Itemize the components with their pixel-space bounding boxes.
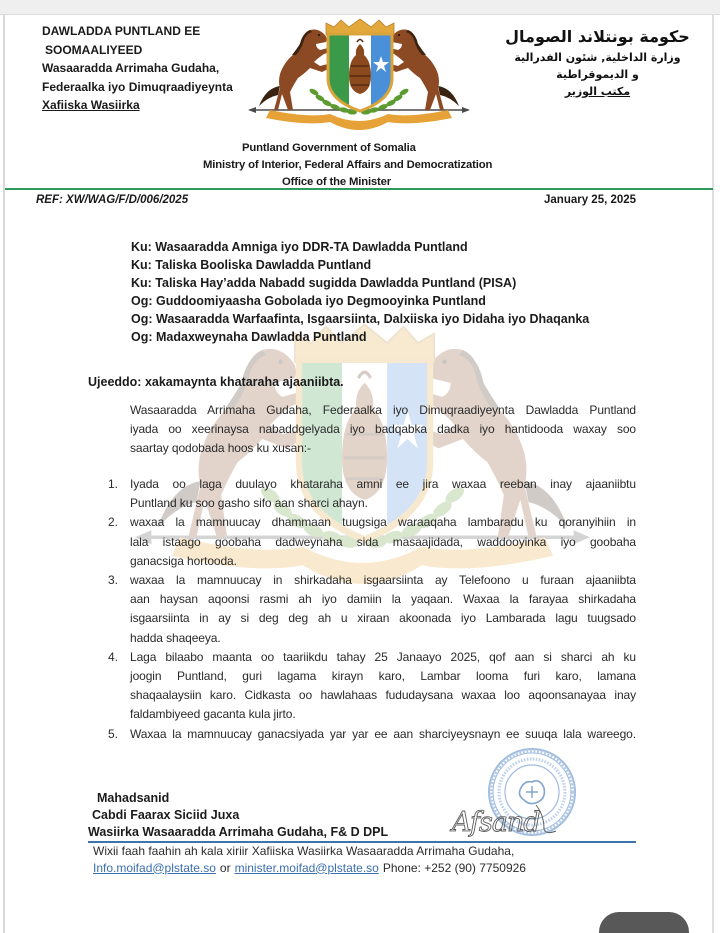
footer-or: or — [219, 860, 231, 875]
list-item-number: 2. — [108, 515, 118, 530]
footer-contact-text: Wixii faah faahin ah kala xiriir Xafiiska Wasiirka Wasaaradda Arrimaha Gudaha, — [93, 844, 515, 858]
header-left-line-4: Federaalka iyo Dimuqraadiyeynta — [42, 79, 233, 94]
info-email-link[interactable]: Info.moifad@plstate.so — [93, 860, 216, 875]
header-right-line-3: و الديموقراطية — [556, 68, 639, 81]
list-item — [108, 513, 636, 571]
list-item-line: hadda shaqeeya. — [130, 630, 221, 645]
header-left-line-3: Wasaaradda Arrimaha Gudaha, — [42, 61, 220, 75]
directives-list — [108, 475, 636, 744]
minister-email-link[interactable]: minister.moifad@plstate.so — [234, 860, 379, 875]
header-right-line-1: حكومة بونتلاند الصومال — [505, 27, 690, 46]
list-item-line: faldambiyeed gacanta kula jirto. — [130, 707, 296, 722]
list-item-line: Laga bilaabo maanta oo taariikdu tahay 25 Janaayo 2025, qof aan si sharci ah ku — [130, 649, 636, 664]
floating-action-button[interactable] — [599, 912, 689, 933]
list-item-number: 1. — [108, 477, 118, 491]
handwritten-signature — [448, 795, 568, 843]
header-divider — [5, 188, 713, 190]
list-item — [108, 571, 636, 648]
list-item-line: shaqaalaysiin karo. Cidkasta oo hawlahaas fududaysana waxaa loo aqoonsanayaa inay — [130, 688, 636, 703]
list-item-line: waxaa la mamnuucay in shirkadaha isgaarsiinta ay Telefoono u furaan ajaaniibta — [130, 573, 636, 588]
signature-text: Afsand — [452, 807, 540, 838]
list-item-line: Puntland ku soo gasho sifo aan sharci ahayn. — [130, 496, 368, 511]
header-left-office: Xafiiska Wasiirka — [42, 98, 140, 112]
header-left-somali — [42, 22, 233, 115]
title-government: Puntland Government of Somalia — [242, 142, 416, 154]
header-left-line-2: SOOMAALIYEED — [45, 42, 143, 57]
list-item-line: joogin Puntland, guri lagama kirayn karo, Lambar looma furi karo, lamana — [130, 669, 636, 684]
list-item-line: lala istaago goobaha dadweynaha sida masaajidada, waddooyinka iyo goobaha — [130, 534, 636, 549]
intro-line: saartay qodobada hoos ku xusan:- — [130, 441, 311, 456]
list-item — [108, 725, 636, 744]
signatory-title: Wasiirka Wasaaradda Arrimaha Gudaha, F& D DPL — [88, 825, 389, 839]
list-item-number: 5. — [108, 726, 118, 741]
recipient-cc: Og: Guddoomiyaasha Gobolada iyo Degmooyinka Puntland — [131, 293, 486, 308]
list-item-number: 4. — [108, 649, 118, 664]
recipient-cc: Og: Wasaaradda Warfaafinta, Isgaarsiinta, Dalxiiska iyo Didaha iyo Dhaqanka — [131, 311, 590, 326]
list-item — [108, 648, 636, 725]
page-edge-left — [3, 14, 5, 933]
recipient: Ku: Taliska Hay’adda Nabadd sugidda Dawladda Puntland (PISA) — [131, 275, 517, 290]
header-right-arabic — [500, 25, 695, 100]
list-item-line: Waxaa la mamnuucay ganacsiyada yar yar ee aan sharciyeysnayn ee suuqa lala wareego. — [130, 726, 636, 741]
recipient-cc: Og: Madaxweynaha Dawladda Puntland — [131, 329, 367, 344]
closing-block — [88, 790, 388, 841]
header-right-office: مكتب الوزير — [564, 85, 631, 98]
list-item-line: aan haysan aqoonsi rasmi ah iyo damiin la yaqaan. Waxaa la farayaa shirkadaha — [130, 592, 636, 607]
reference-number: REF: XW/WAG/F/D/006/2025 — [36, 194, 189, 206]
title-ministry: Ministry of Interior, Federal Affairs and Democratization — [203, 159, 493, 171]
intro-paragraph — [130, 401, 636, 459]
intro-line: Wasaaradda Arrimaha Gudaha, Federaalka iyo Dimuqraadiyeynta Dawladda Puntland — [130, 403, 636, 417]
list-item-line: waxaa la mamnuucay dhammaan tuugsiga waraaqaha lambaradu ku qoranyihiin in — [130, 515, 636, 530]
header-right-line-2: وزارة الداخلية, شئون الفدرالية — [514, 51, 681, 64]
list-item-line: ganacsiga hortooda. — [130, 553, 237, 568]
title-office: Office of the Minister — [282, 176, 392, 188]
list-item — [108, 475, 636, 513]
coat-of-arms-icon — [248, 18, 470, 130]
list-item-line: isgaarsiinta in ay si deg deg ah u xiraan akoonada iyo Lambarada lagu tuugsado — [130, 611, 636, 626]
page-edge-right — [712, 14, 714, 933]
viewer-top-bar — [0, 0, 720, 15]
header-left-line-1: DAWLADDA PUNTLAND EE — [42, 24, 201, 38]
list-item-line: Iyada oo laga duulayo khataraha amni ee jira waxaa reeban inay ajaaniibtu — [130, 477, 636, 491]
recipient: Ku: Wasaaradda Amniga iyo DDR-TA Dawladda Puntland — [131, 240, 468, 254]
signatory-name: Cabdi Faarax Siciid Juxa — [92, 808, 240, 822]
recipient: Ku: Taliska Booliska Dawladda Puntland — [131, 257, 372, 272]
footer-contact-line — [93, 860, 526, 877]
closing-thanks: Mahadsanid — [97, 791, 170, 805]
letter-date: January 25, 2025 — [544, 194, 637, 206]
recipients-list — [131, 239, 589, 346]
subject-line: Ujeeddo: xakamaynta khataraha ajaaniibta. — [88, 375, 344, 389]
intro-line: iyada oo xeerinaysa nabaddgelyada iyo badqabka dadka iyo hantidooda waxay soo — [130, 422, 636, 437]
footer-phone: Phone: +252 (90) 7750926 — [382, 860, 526, 875]
list-item-number: 3. — [108, 573, 118, 588]
contact-footer — [93, 843, 526, 876]
